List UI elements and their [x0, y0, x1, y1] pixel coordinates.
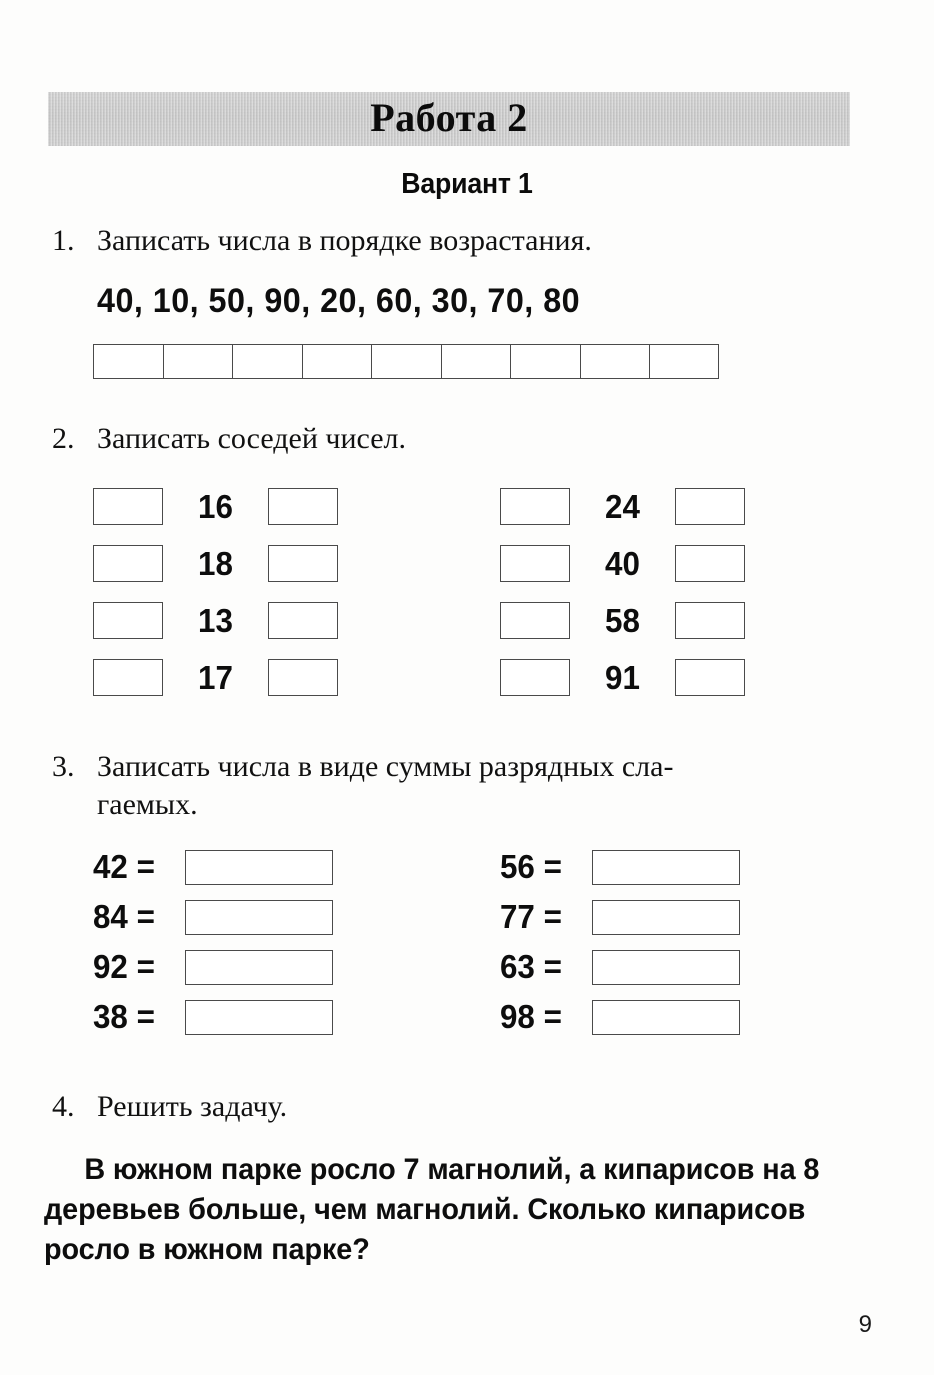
neighbor-value: 16 — [198, 487, 233, 525]
answer-cell[interactable] — [93, 344, 163, 379]
page-number: 9 — [858, 1311, 872, 1338]
sum-label: 98 = — [500, 998, 562, 1035]
answer-cell[interactable] — [163, 344, 233, 379]
task-3-heading — [52, 748, 892, 825]
neighbor-after-box[interactable] — [268, 545, 338, 582]
task-3-instruction-line-2: гаемых. — [97, 788, 198, 822]
neighbor-row — [500, 535, 745, 592]
sum-answer-box[interactable] — [592, 850, 740, 885]
task-4-problem-text: В южном парке росло 7 магнолий, а кипарисов на 8 деревьев больше, чем магнолий. Сколько кипарисов росло в южном парке? — [44, 1153, 820, 1266]
neighbor-value: 24 — [605, 487, 640, 525]
neighbor-row — [500, 478, 745, 535]
task-1-number: 1. — [52, 224, 75, 257]
task-2-number: 2. — [52, 422, 75, 455]
neighbor-before-box[interactable] — [93, 602, 163, 639]
neighbor-before-box[interactable] — [500, 659, 570, 696]
task-3-instruction-line-1: Записать числа в виде суммы разрядных сла- — [97, 750, 674, 783]
task-3-left-column — [93, 842, 333, 1042]
neighbor-before-box[interactable] — [500, 545, 570, 582]
page-title: Работа 2 — [370, 94, 528, 140]
neighbor-before-box[interactable] — [500, 602, 570, 639]
sum-answer-box[interactable] — [185, 850, 333, 885]
neighbor-row — [500, 649, 745, 706]
sum-answer-box[interactable] — [185, 900, 333, 935]
task-1 — [52, 222, 892, 320]
sum-label: 42 = — [93, 848, 155, 885]
task-2 — [52, 420, 892, 696]
neighbor-value: 17 — [198, 658, 233, 696]
sum-label: 63 = — [500, 948, 562, 985]
sum-label: 56 = — [500, 848, 562, 885]
task-3-number: 3. — [52, 750, 75, 783]
neighbor-value: 18 — [198, 544, 233, 582]
answer-cell[interactable] — [649, 344, 719, 379]
task-2-right-column — [500, 478, 745, 706]
neighbor-before-box[interactable] — [93, 488, 163, 525]
sum-answer-box[interactable] — [592, 900, 740, 935]
sum-label: 92 = — [93, 948, 155, 985]
neighbor-row — [93, 649, 338, 706]
neighbor-value: 13 — [198, 601, 233, 639]
sum-label: 38 = — [93, 998, 155, 1035]
task-1-instruction: Записать числа в порядке возрастания. — [97, 224, 592, 257]
sum-row — [500, 992, 740, 1042]
task-2-left-column — [93, 478, 338, 706]
header-band — [48, 92, 850, 146]
task-1-heading — [52, 222, 892, 260]
neighbor-row — [93, 478, 338, 535]
sum-answer-box[interactable] — [592, 950, 740, 985]
neighbor-value: 91 — [605, 658, 640, 696]
sum-row — [500, 892, 740, 942]
variant-label: Вариант 1 — [401, 168, 533, 200]
task-3 — [52, 748, 892, 1035]
sum-row — [93, 842, 333, 892]
neighbor-after-box[interactable] — [675, 602, 745, 639]
neighbor-before-box[interactable] — [500, 488, 570, 525]
neighbor-before-box[interactable] — [93, 659, 163, 696]
task-2-heading — [52, 420, 892, 458]
answer-cell[interactable] — [371, 344, 441, 379]
neighbor-after-box[interactable] — [675, 545, 745, 582]
sum-label: 77 = — [500, 898, 562, 935]
sum-answer-box[interactable] — [185, 950, 333, 985]
answer-cell[interactable] — [580, 344, 650, 379]
task-1-answer-strip — [93, 344, 719, 379]
task-2-instruction: Записать соседей чисел. — [97, 422, 406, 455]
neighbor-after-box[interactable] — [675, 659, 745, 696]
neighbor-value: 40 — [605, 544, 640, 582]
neighbor-after-box[interactable] — [268, 659, 338, 696]
task-3-right-column — [500, 842, 740, 1042]
neighbor-after-box[interactable] — [268, 488, 338, 525]
task-4-heading — [52, 1088, 892, 1126]
task-3-instruction — [97, 748, 857, 825]
answer-cell[interactable] — [232, 344, 302, 379]
neighbor-row — [93, 535, 338, 592]
sum-row — [93, 992, 333, 1042]
sum-answer-box[interactable] — [592, 1000, 740, 1035]
sum-label: 84 = — [93, 898, 155, 935]
answer-cell[interactable] — [441, 344, 511, 379]
sum-row — [500, 842, 740, 892]
neighbor-row — [93, 592, 338, 649]
task-4-number: 4. — [52, 1090, 75, 1123]
answer-cell[interactable] — [302, 344, 372, 379]
task-4-instruction: Решить задачу. — [97, 1090, 288, 1123]
neighbor-row — [500, 592, 745, 649]
answer-cell[interactable] — [510, 344, 580, 379]
task-4 — [44, 1088, 892, 1266]
sum-answer-box[interactable] — [185, 1000, 333, 1035]
sum-row — [93, 892, 333, 942]
neighbor-after-box[interactable] — [675, 488, 745, 525]
sum-row — [93, 942, 333, 992]
task-1-numbers: 40, 10, 50, 90, 20, 60, 30, 70, 80 — [97, 282, 581, 320]
sum-row — [500, 942, 740, 992]
neighbor-value: 58 — [605, 601, 640, 639]
neighbor-after-box[interactable] — [268, 602, 338, 639]
neighbor-before-box[interactable] — [93, 545, 163, 582]
